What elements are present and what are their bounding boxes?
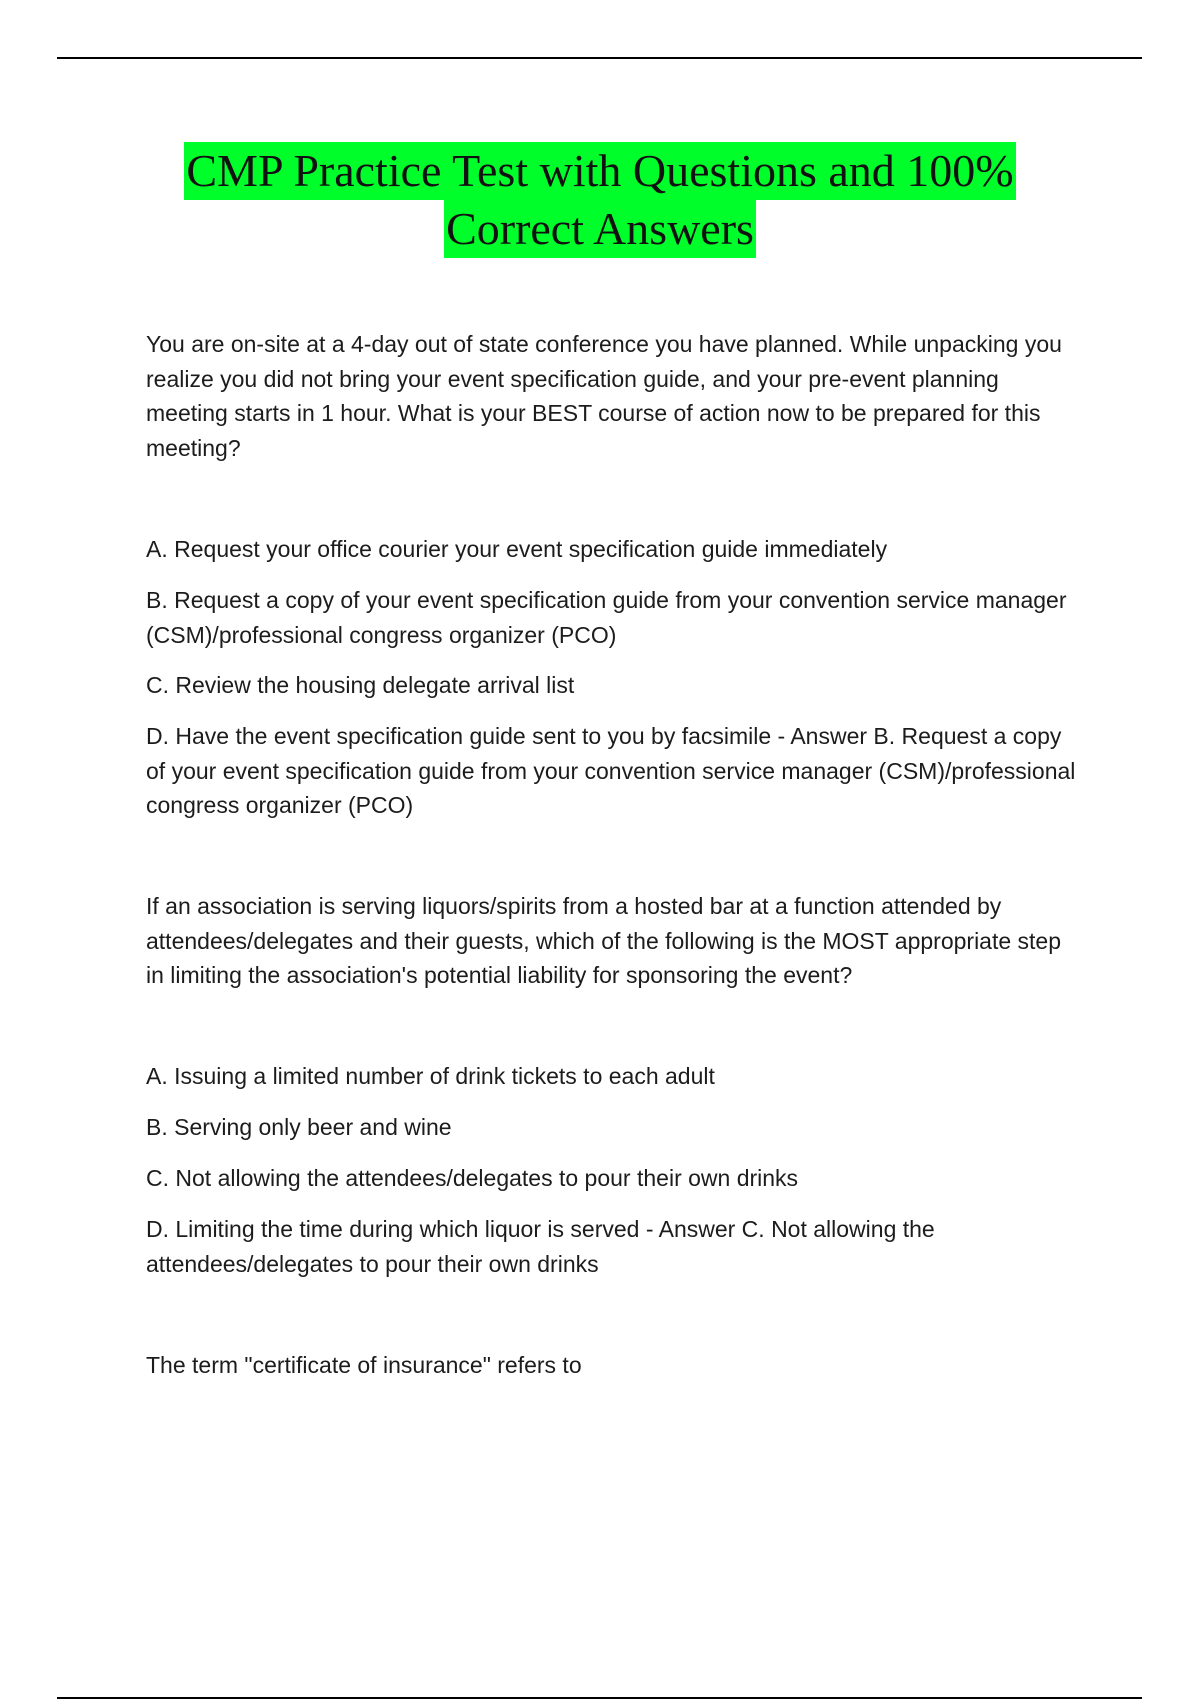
question-2-option-a: A. Issuing a limited number of drink tickets to each adult — [146, 1063, 715, 1089]
question-2-prompt: If an association is serving liquors/spirits from a hosted bar at a function attended by attendees/delegates and their guests, which of the following is the MOST appropriate step in limiting the association's potential liability for sponsoring the event? — [146, 893, 1062, 988]
question-1-option-b: B. Request a copy of your event specification guide from your convention service manager (CSM)/professional congress organizer (PCO) — [146, 587, 1067, 648]
question-1-option-c: C. Review the housing delegate arrival list — [146, 672, 575, 698]
question-1-option-a: A. Request your office courier your event specification guide immediately — [146, 536, 888, 562]
question-2-option-b: B. Serving only beer and wine — [146, 1114, 452, 1140]
question-2-option-c: C. Not allowing the attendees/delegates to pour their own drinks — [146, 1165, 799, 1191]
question-1-prompt: You are on-site at a 4-day out of state conference you have planned. While unpacking you realize you did not bring your event specification guide, and your pre-event planning meeting starts in 1 hour. What is your BEST course of action now to be prepared for this meeting? — [146, 331, 1062, 461]
title-line-1: CMP Practice Test with Questions and 100% — [184, 142, 1015, 200]
question-2-option-d-with-answer: D. Limiting the time during which liquor is served - Answer C. Not allowing the attendees/delegates to pour their own drinks — [146, 1216, 935, 1277]
header-rule — [57, 57, 1142, 59]
footer-rule — [57, 1697, 1142, 1699]
page-title — [60, 142, 1140, 258]
question-3-prompt: The term "certificate of insurance" refers to — [146, 1352, 582, 1378]
title-line-2: Correct Answers — [444, 200, 756, 258]
question-1-option-d-with-answer: D. Have the event specification guide sent to you by facsimile - Answer B. Request a copy of your event specification guide from your convention service manager (CSM)/professional congress organizer (PCO) — [146, 723, 1076, 818]
